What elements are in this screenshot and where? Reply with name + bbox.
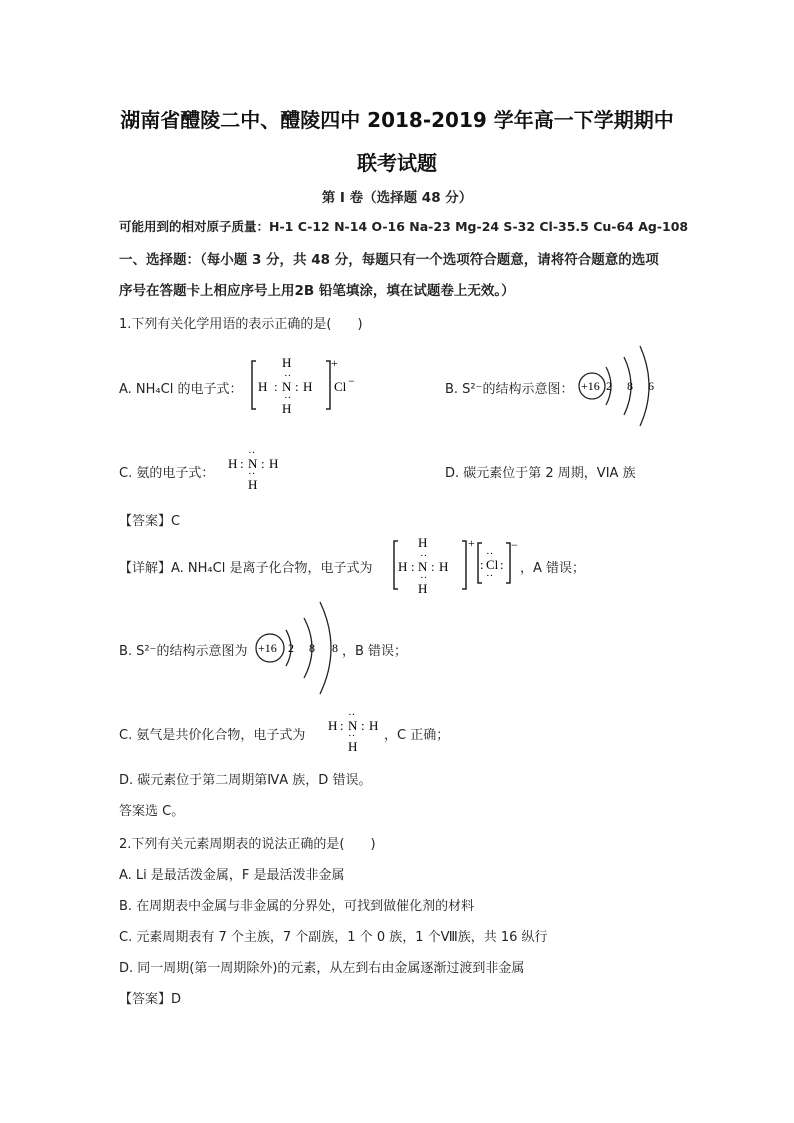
svg-text:H: H: [282, 401, 292, 416]
svg-text:+: +: [468, 536, 475, 550]
q1-detail-a-prefix: 【详解】A. NH₄Cl 是离子化合物，电子式为: [119, 561, 373, 576]
svg-text::: :: [295, 379, 299, 394]
svg-text:H: H: [228, 456, 238, 471]
svg-text:N: N: [418, 559, 428, 574]
q1-option-b-label: B. S²⁻的结构示意图：: [445, 382, 574, 397]
nh4cl-electron-formula-wrong: [246, 353, 366, 417]
atomic-masses: 可能用到的相对原子质量：H-1 C-12 N-14 O-16 Na-23 Mg-24 S-32 Cl-35.5 Cu-64 Ag-108: [119, 219, 689, 234]
svg-text:Cl: Cl: [486, 557, 499, 572]
svg-text:··: ··: [348, 709, 356, 721]
svg-text:··: ··: [420, 550, 428, 562]
svg-text:N: N: [248, 456, 258, 471]
svg-text::: :: [340, 718, 344, 733]
svg-text::: :: [431, 559, 435, 574]
svg-text:H: H: [418, 581, 428, 596]
instructions-line2: 序号在答题卡上相应序号上用2B 铅笔填涂，填在试题卷上无效。）: [119, 283, 515, 299]
svg-text:+: +: [331, 356, 338, 370]
svg-text:··: ··: [486, 548, 494, 560]
q2-option-d: D. 同一周期(第一周期除外)的元素，从左到右由金属逐渐过渡到非金属: [119, 961, 525, 976]
svg-text:H: H: [269, 456, 279, 471]
svg-text:6: 6: [648, 379, 654, 393]
q1-option-c-label: C. 氨的电子式：: [119, 466, 215, 481]
q1-detail-b-suffix: ，B 错误；: [342, 644, 408, 659]
svg-text:N: N: [282, 379, 292, 394]
svg-text:··: ··: [486, 570, 494, 582]
svg-text::: :: [361, 718, 365, 733]
sulfide-structure-correct: [252, 598, 352, 698]
svg-text::: :: [480, 557, 484, 572]
svg-text::: :: [411, 559, 415, 574]
q1-detail-c-suffix: ，C 正确；: [384, 728, 450, 743]
sulfide-structure-wrong: [572, 343, 667, 433]
q1-answer: 【答案】C: [119, 514, 181, 529]
svg-text:+16: +16: [258, 641, 277, 655]
svg-text:H: H: [303, 379, 313, 394]
svg-text::: :: [274, 379, 278, 394]
volume-heading: 第 I 卷（选择题 48 分）: [321, 190, 473, 206]
q1-detail-a-suffix: ，A 错误；: [520, 561, 586, 576]
svg-text:−: −: [511, 538, 518, 552]
svg-text:··: ··: [248, 447, 256, 459]
q1-option-a-label: A. NH₄Cl 的电子式：: [119, 382, 243, 397]
svg-text:H: H: [258, 379, 268, 394]
svg-text:8: 8: [627, 379, 633, 393]
svg-text:H: H: [398, 559, 408, 574]
q1-detail-d: D. 碳元素位于第二周期第ⅣA 族，D 错误。: [119, 773, 372, 788]
svg-text:8: 8: [309, 641, 315, 655]
svg-text:Cl: Cl: [334, 379, 347, 394]
nh3-electron-formula-detail: [326, 708, 384, 754]
nh4cl-electron-formula-correct: [390, 533, 520, 597]
q2-stem: 2.下列有关元素周期表的说法正确的是( ): [119, 837, 376, 852]
page-title: 湖南省醴陵二中、醴陵四中 2018-2019 学年高一下学期期中: [120, 108, 674, 132]
svg-text:8: 8: [332, 641, 338, 655]
svg-text:··: ··: [248, 468, 256, 480]
svg-text::: :: [240, 456, 244, 471]
svg-text:H: H: [282, 355, 292, 370]
svg-text:··: ··: [284, 370, 292, 382]
svg-text:H: H: [439, 559, 449, 574]
svg-text:2: 2: [606, 379, 612, 393]
q2-option-c: C. 元素周期表有 7 个主族，7 个副族，1 个 0 族，1 个Ⅷ族，共 16 纵行: [119, 930, 548, 945]
q2-option-a: A. Li 是最活泼金属，F 是最活泼非金属: [119, 868, 345, 883]
svg-text:H: H: [418, 535, 428, 550]
svg-text:N: N: [348, 718, 358, 733]
svg-text:··: ··: [348, 730, 356, 742]
svg-text:H: H: [248, 477, 258, 492]
page-title-line2: 联考试题: [357, 151, 437, 175]
q1-option-d: D. 碳元素位于第 2 周期，VIA 族: [445, 466, 636, 481]
nh3-electron-formula: [226, 446, 286, 492]
svg-text:2: 2: [288, 641, 294, 655]
q1-detail-c-prefix: C. 氨气是共价化合物，电子式为: [119, 728, 306, 743]
q2-answer: 【答案】D: [119, 992, 182, 1007]
svg-text:+16: +16: [581, 379, 600, 393]
svg-text:H: H: [369, 718, 379, 733]
instructions-line1: 一、选择题：（每小题 3 分，共 48 分，每题只有一个选项符合题意，请将符合题意的选项: [119, 252, 659, 268]
svg-text:··: ··: [284, 392, 292, 404]
q1-stem: 1.下列有关化学用语的表示正确的是( ): [119, 317, 363, 332]
svg-text:H: H: [348, 739, 358, 754]
svg-text::: :: [261, 456, 265, 471]
svg-text::: :: [500, 557, 504, 572]
svg-text:H: H: [328, 718, 338, 733]
svg-text:··: ··: [420, 572, 428, 584]
q1-detail-b-prefix: B. S²⁻的结构示意图为: [119, 644, 248, 659]
svg-text:−: −: [348, 374, 355, 388]
q1-conclusion: 答案选 C。: [119, 804, 185, 819]
q2-option-b: B. 在周期表中金属与非金属的分界处，可找到做催化剂的材料: [119, 899, 475, 914]
